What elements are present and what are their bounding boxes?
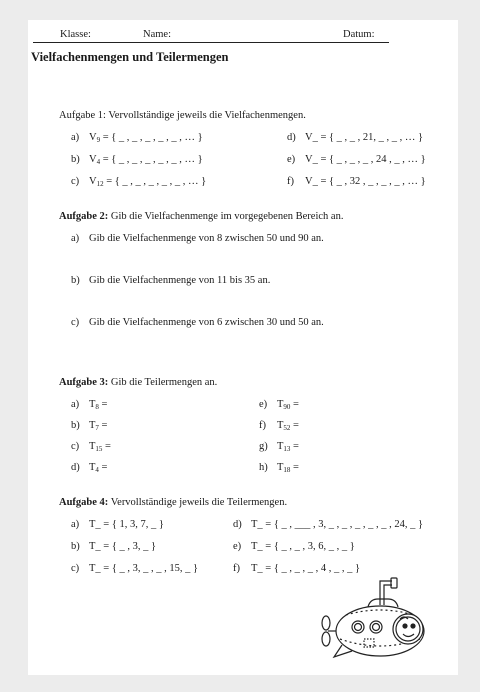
item-text: Gib die Vielfachenmenge von 8 zwischen 50 und 90 an. [89,233,324,244]
aufgabe1-item-e [287,154,426,165]
item-label: d) [71,462,80,473]
submarine-icon [318,575,438,667]
item-label: b) [71,154,80,165]
item-label: c) [71,563,80,574]
set-body: = [290,399,299,410]
set-body: = { _ , _ , _ , _ , _ , … } [100,154,203,165]
set-symbol: T [251,563,258,574]
item-label: c) [71,441,80,452]
item-label: c) [71,317,80,328]
aufgabe1-item-a [71,132,203,144]
header-rule [33,42,389,43]
aufgabe1-text: Vervollständige jeweils die Vielfachenmengen. [108,110,306,121]
set-symbol: V [89,176,97,187]
set-body: = [98,399,108,410]
set-body: _ = { _ , 3, _ } [95,541,157,552]
set-body: _ = { _ , _ , _ , 24 , _ , … } [312,154,426,165]
set-symbol: T [89,541,96,552]
item-label: a) [71,519,80,530]
set-symbol: V [305,132,313,143]
set-body: _ = { _ , _ , 21, _ , _ , … } [312,132,424,143]
aufgabe3-item-b [71,420,107,432]
aufgabe4-item-c [71,563,198,574]
item-label: f) [287,176,294,187]
aufgabe4-item-a [71,519,164,530]
datum-label: Datum: [343,29,375,40]
aufgabe3-number: Aufgabe 3: [59,377,109,388]
set-index: 4 [96,158,101,166]
item-label: b) [71,420,80,431]
set-index: 18 [283,466,291,474]
set-symbol: T [277,441,284,452]
aufgabe2-item-a [71,233,324,244]
set-index: 12 [96,180,104,188]
set-symbol: V [305,176,313,187]
aufgabe4-item-f [233,563,360,574]
set-index: 4 [95,466,99,474]
set-body: = { _ , _ , _ , _ , _ , … } [103,176,207,187]
aufgabe3-item-h [259,462,299,474]
aufgabe2-text: Gib die Vielfachenmenge im vorgegebenen Bereich an. [110,211,344,222]
set-symbol: T [277,420,284,431]
aufgabe4-item-d [233,519,423,530]
item-label: h) [259,462,268,473]
aufgabe1-item-d [287,132,423,143]
set-body: _ = { _ , _ , _ , 4 , _ , _ } [257,563,361,574]
aufgabe3-heading [59,377,217,388]
set-symbol: T [251,519,258,530]
set-symbol: T [89,420,96,431]
aufgabe4-number: Aufgabe 4: [59,497,109,508]
item-label: b) [71,541,80,552]
aufgabe3-item-f [259,420,299,432]
aufgabe1-item-c [71,176,206,188]
aufgabe2-heading [59,211,343,222]
set-symbol: V [89,154,97,165]
set-body: = [290,462,299,473]
item-text: Gib die Vielfachenmenge von 11 bis 35 an. [89,275,271,286]
set-symbol: T [89,462,96,473]
set-index: 8 [95,403,99,411]
aufgabe2-item-b [71,275,270,286]
set-symbol: T [89,519,96,530]
set-body: _ = { 1, 3, 7, _ } [95,519,164,530]
aufgabe1-item-f [287,176,426,187]
item-label: f) [233,563,240,574]
set-index: 13 [283,445,291,453]
set-symbol: T [277,462,284,473]
aufgabe3-item-g [259,441,299,453]
klasse-label: Klasse: [60,29,91,40]
aufgabe2-item-c [71,317,324,328]
set-body: _ = { _ , 3, _ , _ , 15, _ } [95,563,199,574]
set-index: 90 [283,403,291,411]
set-body: = [98,462,108,473]
item-label: a) [71,399,80,410]
set-index: 9 [96,136,101,144]
set-body: = [98,420,108,431]
item-label: d) [287,132,296,143]
set-symbol: T [277,399,284,410]
set-index: 52 [283,424,291,432]
page-title: Vielfachenmengen und Teilermengen [31,50,229,64]
item-label: e) [233,541,242,552]
set-body: = [290,441,299,452]
set-index: 7 [95,424,99,432]
aufgabe3-item-d [71,462,107,474]
name-label: Name: [143,29,171,40]
aufgabe4-item-e [233,541,355,552]
set-symbol: T [89,563,96,574]
set-body: = { _ , _ , _ , _ , _ , … } [100,132,203,143]
set-symbol: V [89,132,97,143]
set-body: = [102,441,111,452]
item-label: d) [233,519,242,530]
set-body: _ = { _ , ___ , 3, _ , _ , _ , _ , _ , 24, _ } [257,519,424,530]
set-symbol: T [89,441,96,452]
set-symbol: V [305,154,313,165]
item-label: g) [259,441,268,452]
aufgabe3-item-a [71,399,107,411]
aufgabe1-number: Aufgabe 1: [59,110,106,121]
item-label: f) [259,420,266,431]
aufgabe1-heading [59,110,306,121]
set-body: = [290,420,299,431]
set-body: _ = { _ , _ , 3, 6, _ , _ } [257,541,355,552]
aufgabe3-item-c [71,441,111,453]
aufgabe3-item-e [259,399,299,411]
item-label: c) [71,176,80,187]
set-index: 15 [95,445,103,453]
set-body: _ = { _ , 32 , _ , _ , _ , … } [312,176,426,187]
aufgabe4-heading [59,497,287,508]
item-text: Gib die Vielfachenmenge von 6 zwischen 30 und 50 an. [89,317,324,328]
aufgabe1-item-b [71,154,203,166]
item-label: a) [71,233,80,244]
aufgabe4-item-b [71,541,156,552]
item-label: e) [287,154,296,165]
aufgabe2-number: Aufgabe 2: [59,211,109,222]
set-symbol: T [89,399,96,410]
aufgabe3-text: Gib die Teilermengen an. [110,377,218,388]
set-symbol: T [251,541,258,552]
item-label: b) [71,275,80,286]
item-label: a) [71,132,80,143]
item-label: e) [259,399,268,410]
aufgabe4-text: Vervollständige jeweils die Teilermengen. [110,497,288,508]
